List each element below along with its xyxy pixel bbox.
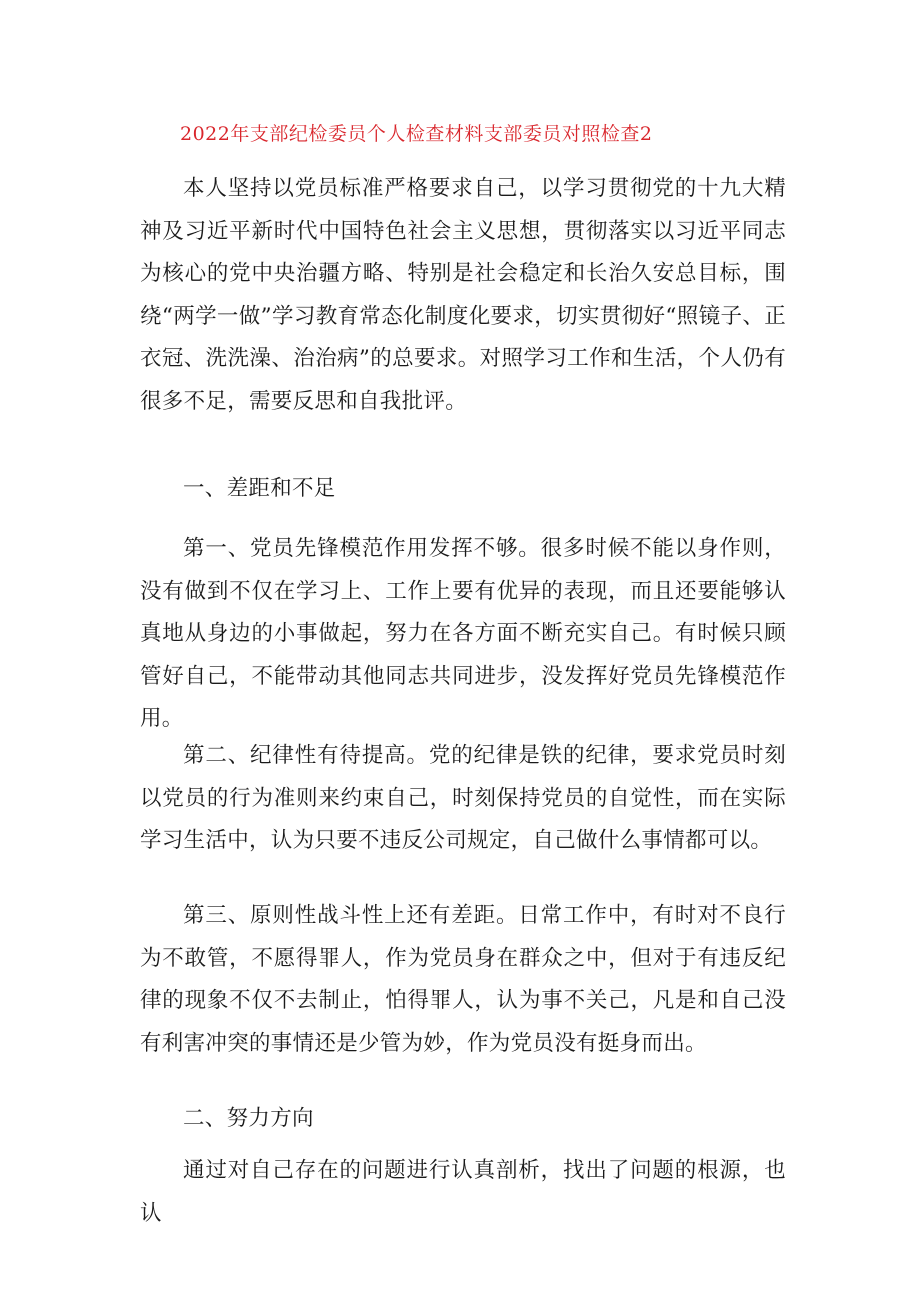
intro-paragraph: 本人坚持以党员标准严格要求自己，以学习贯彻党的十九大精神及习近平新时代中国特色社会主义思想，贯彻落实以习近平同志为核心的党中央治疆方略、特别是社会稳定和长治久安总目标，围绕“两学一做”学习教育常态化制度化要求，切实贯彻好“照镜子、正衣冠、洗洗澡、治治病”的总要求。对照学习工作和生活，个人仍有很多不足，需要反思和自我批评。 bbox=[140, 176, 786, 414]
paragraph-effort: 通过对自己存在的问题进行认真剖析，找出了问题的根源，也认 bbox=[140, 1158, 786, 1226]
paragraph-first-point: 第一、党员先锋模范作用发挥不够。很多时候不能以身作则，没有做到不仅在学习上、工作上要有优异的表现，而且还要能够认真地从身边的小事做起，努力在各方面不断充实自己。有时候只顾管好自己，不能带动其他同志共同进步，没发挥好党员先锋模范作用。 bbox=[140, 536, 786, 731]
paragraph-third-point: 第三、原则性战斗性上还有差距。日常工作中，有时对不良行为不敢管，不愿得罪人，作为党员身在群众之中，但对于有违反纪律的现象不仅不去制止，怕得罪人，认为事不关己，凡是和自己没有利害冲突的事情还是少管为妙，作为党员没有挺身而出。 bbox=[140, 903, 786, 1056]
paragraph-second-point: 第二、纪律性有待提高。党的纪律是铁的纪律，要求党员时刻以党员的行为准则来约束自己，时刻保持党员的自觉性，而在实际学习生活中，认为只要不违反公司规定，自己做什么事情都可以。 bbox=[140, 743, 786, 853]
section-heading-gaps: 一、差距和不足 bbox=[183, 476, 336, 501]
section-heading-direction: 二、努力方向 bbox=[183, 1106, 314, 1131]
document-title: 2022年支部纪检委员个人检查材料支部委员对照检查2 bbox=[180, 123, 653, 145]
